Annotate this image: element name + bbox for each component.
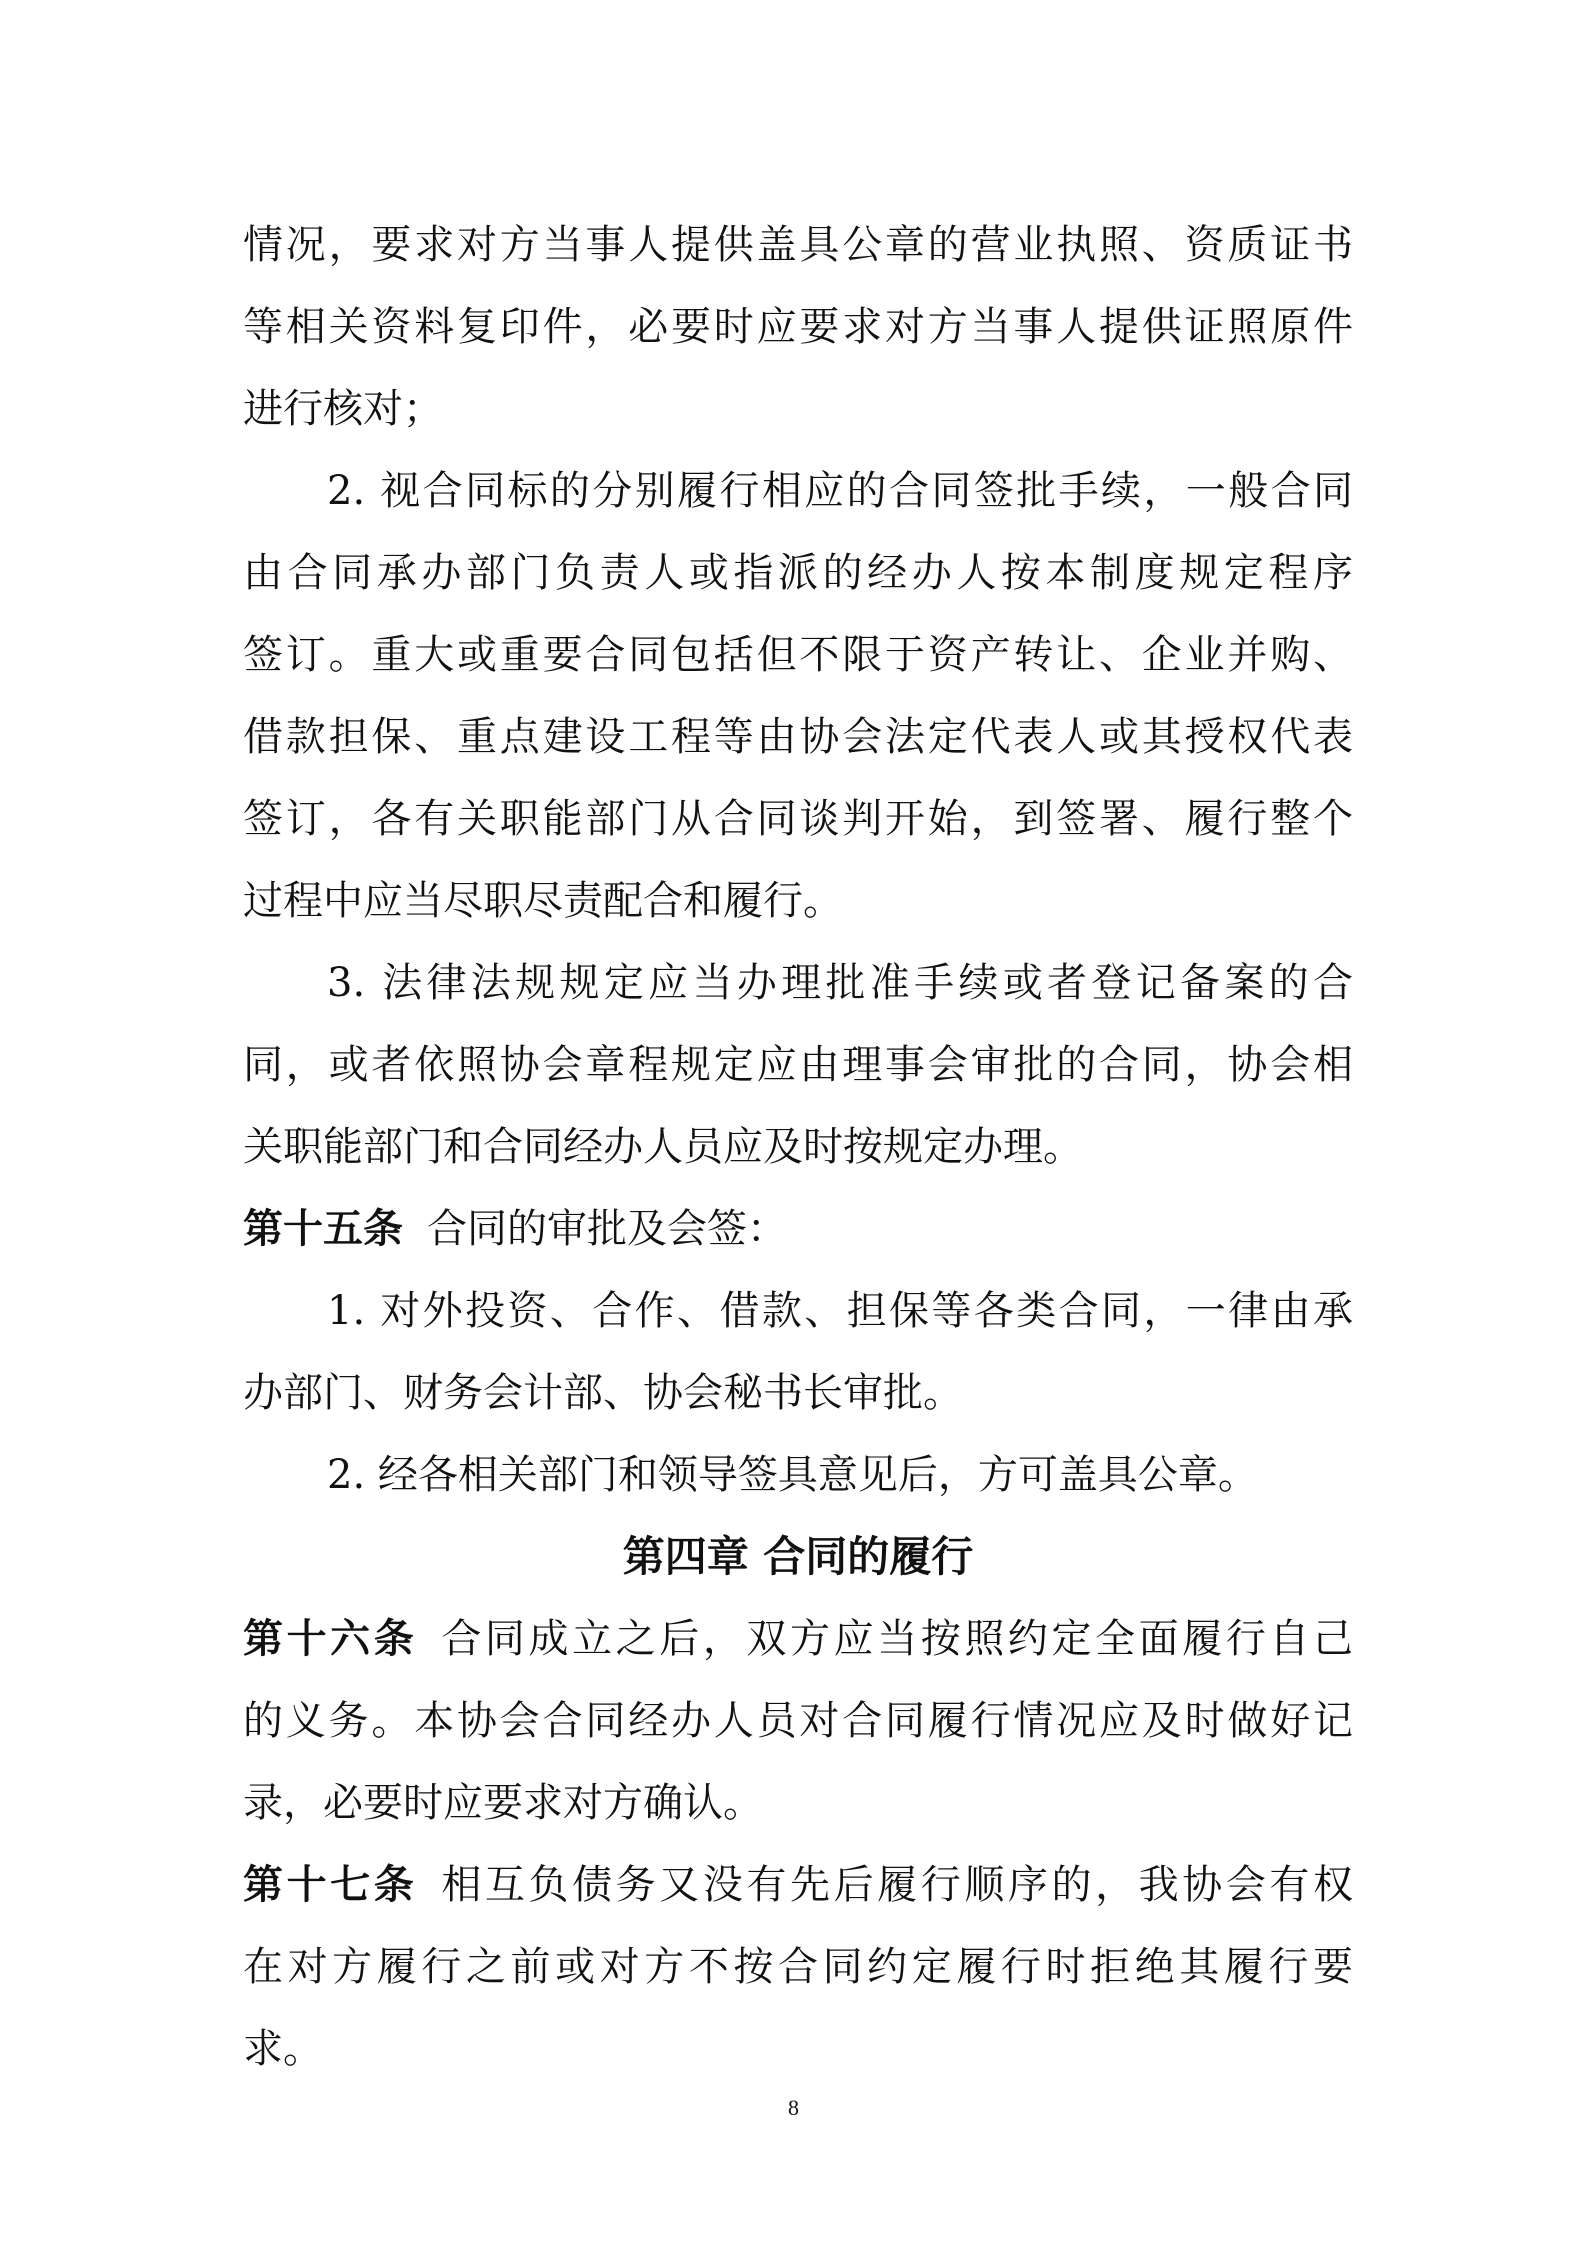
- text-line: 关职能部门和合同经办人员应及时按规定办理。: [243, 1124, 1083, 1170]
- text-line: 签订。重大或重要合同包括但不限于资产转让、企业并购、: [243, 632, 1353, 678]
- text-line: 签订，各有关职能部门从合同谈判开始，到签署、履行整个: [243, 796, 1353, 842]
- article-label: 第十五条: [243, 1205, 403, 1252]
- text-line: 等相关资料复印件，必要时应要求对方当事人提供证照原件: [243, 304, 1353, 350]
- page-number: 8: [788, 2095, 799, 2120]
- text-line: 情况，要求对方当事人提供盖具公章的营业执照、资质证书: [243, 222, 1353, 268]
- article-text: 合同成立之后，双方应当按照约定全面履行自己: [441, 1616, 1354, 1662]
- chapter-heading: 第四章 合同的履行: [622, 1532, 974, 1581]
- text-line: 2. 视合同标的分别履行相应的合同签批手续，一般合同: [327, 468, 1353, 514]
- text-line: 借款担保、重点建设工程等由协会法定代表人或其授权代表: [243, 714, 1353, 760]
- article-16-line: [243, 1598, 1353, 1680]
- text-line: 1. 对外投资、合作、借款、担保等各类合同，一律由承: [327, 1288, 1353, 1334]
- text-line: 在对方履行之前或对方不按合同约定履行时拒绝其履行要: [243, 1944, 1353, 1990]
- body-text: [243, 204, 1353, 2090]
- text-line: 进行核对；: [243, 386, 443, 432]
- text-line: 过程中应当尽职尽责配合和履行。: [243, 878, 843, 924]
- text-line: 的义务。本协会合同经办人员对合同履行情况应及时做好记: [243, 1698, 1353, 1744]
- text-line: 同，或者依照协会章程规定应由理事会审批的合同，协会相: [243, 1042, 1353, 1088]
- article-text: 合同的审批及会签：: [427, 1206, 787, 1252]
- text-line: 2. 经各相关部门和领导签具意见后，方可盖具公章。: [327, 1452, 1258, 1498]
- text-line: 3. 法律法规规定应当办理批准手续或者登记备案的合: [327, 960, 1353, 1006]
- article-text: 相互负债务又没有先后履行顺序的，我协会有权: [441, 1862, 1354, 1908]
- article-17-line: [243, 1844, 1353, 1926]
- article-15-line: [243, 1188, 1353, 1270]
- text-line: 由合同承办部门负责人或指派的经办人按本制度规定程序: [243, 550, 1353, 596]
- article-label: 第十七条: [243, 1861, 418, 1908]
- text-line: 录，必要时应要求对方确认。: [243, 1780, 763, 1826]
- article-label: 第十六条: [243, 1615, 418, 1662]
- text-line: 办部门、财务会计部、协会秘书长审批。: [243, 1370, 963, 1416]
- text-line: 求。: [243, 2026, 323, 2072]
